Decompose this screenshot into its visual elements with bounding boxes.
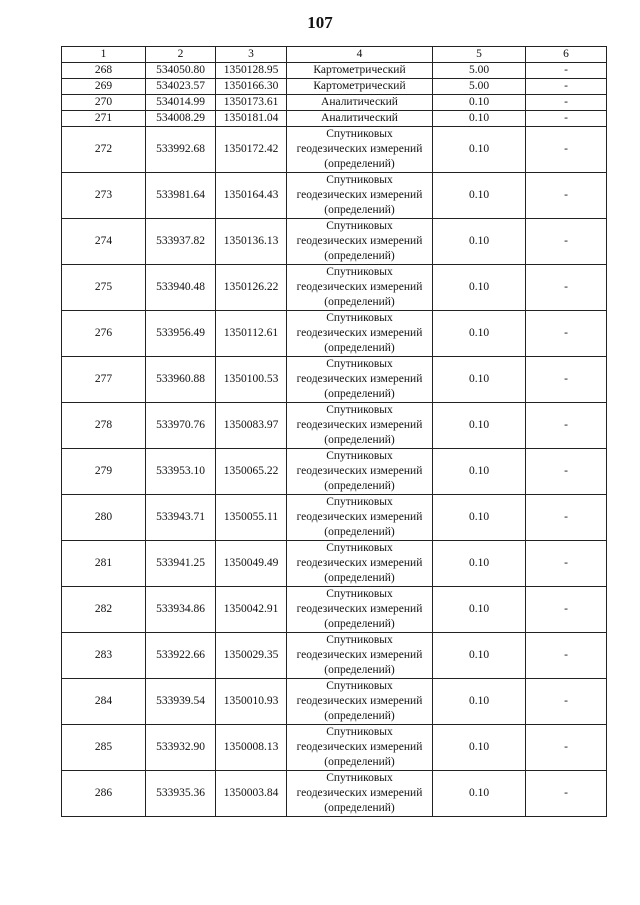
column-header: 4 xyxy=(287,47,433,63)
y-coordinate-cell: 1350003.84 xyxy=(216,771,287,817)
method-line: (определений) xyxy=(324,526,395,538)
point-number-cell: 270 xyxy=(62,95,146,111)
y-coordinate-cell: 1350172.42 xyxy=(216,127,287,173)
x-coordinate-cell: 533935.36 xyxy=(146,771,216,817)
method-line: геодезических измерений xyxy=(296,649,423,661)
x-coordinate-cell: 534023.57 xyxy=(146,79,216,95)
table-row xyxy=(62,679,607,725)
method-line: Спутниковых xyxy=(326,542,393,554)
note-cell: - xyxy=(526,403,607,449)
method-line: Спутниковых xyxy=(326,726,393,738)
method-cell xyxy=(287,173,433,219)
x-coordinate-cell: 533992.68 xyxy=(146,127,216,173)
accuracy-cell: 0.10 xyxy=(433,265,526,311)
table-row xyxy=(62,311,607,357)
note-cell: - xyxy=(526,449,607,495)
method-line: Картометрический xyxy=(313,64,406,76)
x-coordinate-cell: 533981.64 xyxy=(146,173,216,219)
x-coordinate-cell: 534008.29 xyxy=(146,111,216,127)
x-coordinate-cell: 534014.99 xyxy=(146,95,216,111)
x-coordinate-cell: 533941.25 xyxy=(146,541,216,587)
column-header: 3 xyxy=(216,47,287,63)
accuracy-cell: 0.10 xyxy=(433,771,526,817)
note-cell: - xyxy=(526,95,607,111)
method-line: геодезических измерений xyxy=(296,741,423,753)
method-cell xyxy=(287,403,433,449)
method-line: (определений) xyxy=(324,480,395,492)
method-line: Спутниковых xyxy=(326,772,393,784)
accuracy-cell: 0.10 xyxy=(433,587,526,633)
method-line: Спутниковых xyxy=(326,220,393,232)
accuracy-cell: 0.10 xyxy=(433,725,526,771)
x-coordinate-cell: 533953.10 xyxy=(146,449,216,495)
table-row xyxy=(62,127,607,173)
method-line: Спутниковых xyxy=(326,404,393,416)
accuracy-cell: 0.10 xyxy=(433,111,526,127)
method-cell xyxy=(287,495,433,541)
method-line: Спутниковых xyxy=(326,634,393,646)
table-row xyxy=(62,95,607,111)
note-cell: - xyxy=(526,127,607,173)
accuracy-cell: 0.10 xyxy=(433,495,526,541)
point-number-cell: 283 xyxy=(62,633,146,679)
method-line: Аналитический xyxy=(321,96,398,108)
point-number-cell: 286 xyxy=(62,771,146,817)
x-coordinate-cell: 533932.90 xyxy=(146,725,216,771)
method-cell xyxy=(287,219,433,265)
column-header: 2 xyxy=(146,47,216,63)
point-number-cell: 285 xyxy=(62,725,146,771)
method-line: Спутниковых xyxy=(326,312,393,324)
y-coordinate-cell: 1350181.04 xyxy=(216,111,287,127)
table-row xyxy=(62,725,607,771)
method-cell xyxy=(287,541,433,587)
table-row xyxy=(62,173,607,219)
table-row xyxy=(62,357,607,403)
column-header: 5 xyxy=(433,47,526,63)
note-cell: - xyxy=(526,79,607,95)
method-cell xyxy=(287,79,433,95)
accuracy-cell: 0.10 xyxy=(433,127,526,173)
point-number-cell: 275 xyxy=(62,265,146,311)
method-line: (определений) xyxy=(324,204,395,216)
method-line: (определений) xyxy=(324,296,395,308)
method-line: геодезических измерений xyxy=(296,419,423,431)
table-row xyxy=(62,541,607,587)
x-coordinate-cell: 533960.88 xyxy=(146,357,216,403)
note-cell: - xyxy=(526,771,607,817)
accuracy-cell: 0.10 xyxy=(433,95,526,111)
method-cell xyxy=(287,63,433,79)
method-line: (определений) xyxy=(324,434,395,446)
y-coordinate-cell: 1350083.97 xyxy=(216,403,287,449)
y-coordinate-cell: 1350112.61 xyxy=(216,311,287,357)
point-number-cell: 280 xyxy=(62,495,146,541)
accuracy-cell: 0.10 xyxy=(433,173,526,219)
method-line: геодезических измерений xyxy=(296,281,423,293)
method-line: (определений) xyxy=(324,250,395,262)
point-number-cell: 278 xyxy=(62,403,146,449)
accuracy-cell: 0.10 xyxy=(433,679,526,725)
y-coordinate-cell: 1350065.22 xyxy=(216,449,287,495)
method-line: Спутниковых xyxy=(326,128,393,140)
method-cell xyxy=(287,449,433,495)
point-number-cell: 271 xyxy=(62,111,146,127)
accuracy-cell: 0.10 xyxy=(433,219,526,265)
y-coordinate-cell: 1350100.53 xyxy=(216,357,287,403)
method-cell xyxy=(287,311,433,357)
method-line: (определений) xyxy=(324,572,395,584)
point-number-cell: 284 xyxy=(62,679,146,725)
y-coordinate-cell: 1350010.93 xyxy=(216,679,287,725)
method-line: геодезических измерений xyxy=(296,143,423,155)
note-cell: - xyxy=(526,311,607,357)
x-coordinate-cell: 533943.71 xyxy=(146,495,216,541)
point-number-cell: 282 xyxy=(62,587,146,633)
method-cell xyxy=(287,771,433,817)
table-body xyxy=(62,63,607,817)
method-cell xyxy=(287,127,433,173)
method-line: (определений) xyxy=(324,664,395,676)
method-line: (определений) xyxy=(324,756,395,768)
note-cell: - xyxy=(526,725,607,771)
y-coordinate-cell: 1350126.22 xyxy=(216,265,287,311)
x-coordinate-cell: 533940.48 xyxy=(146,265,216,311)
point-number-cell: 269 xyxy=(62,79,146,95)
method-cell xyxy=(287,265,433,311)
table-row xyxy=(62,219,607,265)
method-line: Картометрический xyxy=(313,80,406,92)
accuracy-cell: 0.10 xyxy=(433,541,526,587)
table-row xyxy=(62,265,607,311)
method-line: Аналитический xyxy=(321,112,398,124)
method-line: геодезических измерений xyxy=(296,603,423,615)
method-line: Спутниковых xyxy=(326,496,393,508)
page-number: 107 xyxy=(307,13,333,32)
note-cell: - xyxy=(526,111,607,127)
method-line: геодезических измерений xyxy=(296,465,423,477)
method-cell xyxy=(287,95,433,111)
y-coordinate-cell: 1350128.95 xyxy=(216,63,287,79)
method-cell xyxy=(287,633,433,679)
method-line: (определений) xyxy=(324,802,395,814)
note-cell: - xyxy=(526,633,607,679)
y-coordinate-cell: 1350042.91 xyxy=(216,587,287,633)
note-cell: - xyxy=(526,219,607,265)
point-number-cell: 281 xyxy=(62,541,146,587)
method-line: Спутниковых xyxy=(326,174,393,186)
x-coordinate-cell: 533937.82 xyxy=(146,219,216,265)
point-number-cell: 268 xyxy=(62,63,146,79)
method-line: Спутниковых xyxy=(326,266,393,278)
x-coordinate-cell: 533934.86 xyxy=(146,587,216,633)
table-row xyxy=(62,633,607,679)
point-number-cell: 279 xyxy=(62,449,146,495)
table-row xyxy=(62,79,607,95)
y-coordinate-cell: 1350055.11 xyxy=(216,495,287,541)
method-cell xyxy=(287,111,433,127)
method-line: геодезических измерений xyxy=(296,557,423,569)
method-line: геодезических измерений xyxy=(296,373,423,385)
column-header: 1 xyxy=(62,47,146,63)
note-cell: - xyxy=(526,679,607,725)
method-line: геодезических измерений xyxy=(296,787,423,799)
point-number-cell: 274 xyxy=(62,219,146,265)
method-line: Спутниковых xyxy=(326,680,393,692)
table-row xyxy=(62,63,607,79)
point-number-cell: 276 xyxy=(62,311,146,357)
method-cell xyxy=(287,587,433,633)
x-coordinate-cell: 533970.76 xyxy=(146,403,216,449)
column-header: 6 xyxy=(526,47,607,63)
table-row xyxy=(62,587,607,633)
accuracy-cell: 5.00 xyxy=(433,63,526,79)
accuracy-cell: 0.10 xyxy=(433,357,526,403)
method-line: геодезических измерений xyxy=(296,511,423,523)
accuracy-cell: 0.10 xyxy=(433,403,526,449)
note-cell: - xyxy=(526,587,607,633)
accuracy-cell: 0.10 xyxy=(433,449,526,495)
x-coordinate-cell: 534050.80 xyxy=(146,63,216,79)
note-cell: - xyxy=(526,541,607,587)
x-coordinate-cell: 533956.49 xyxy=(146,311,216,357)
method-line: (определений) xyxy=(324,388,395,400)
note-cell: - xyxy=(526,173,607,219)
method-line: геодезических измерений xyxy=(296,327,423,339)
note-cell: - xyxy=(526,357,607,403)
method-cell xyxy=(287,357,433,403)
method-line: Спутниковых xyxy=(326,450,393,462)
x-coordinate-cell: 533939.54 xyxy=(146,679,216,725)
point-number-cell: 273 xyxy=(62,173,146,219)
method-line: геодезических измерений xyxy=(296,189,423,201)
method-line: Спутниковых xyxy=(326,358,393,370)
method-line: (определений) xyxy=(324,618,395,630)
table-header-row xyxy=(62,47,607,63)
accuracy-cell: 5.00 xyxy=(433,79,526,95)
coordinates-table xyxy=(61,46,607,817)
table-row xyxy=(62,771,607,817)
table-row xyxy=(62,403,607,449)
accuracy-cell: 0.10 xyxy=(433,311,526,357)
note-cell: - xyxy=(526,265,607,311)
y-coordinate-cell: 1350136.13 xyxy=(216,219,287,265)
method-line: (определений) xyxy=(324,158,395,170)
y-coordinate-cell: 1350173.61 xyxy=(216,95,287,111)
x-coordinate-cell: 533922.66 xyxy=(146,633,216,679)
table-row xyxy=(62,449,607,495)
note-cell: - xyxy=(526,495,607,541)
note-cell: - xyxy=(526,63,607,79)
method-line: Спутниковых xyxy=(326,588,393,600)
method-line: геодезических измерений xyxy=(296,235,423,247)
method-line: (определений) xyxy=(324,342,395,354)
method-cell xyxy=(287,725,433,771)
y-coordinate-cell: 1350008.13 xyxy=(216,725,287,771)
point-number-cell: 277 xyxy=(62,357,146,403)
y-coordinate-cell: 1350029.35 xyxy=(216,633,287,679)
method-line: геодезических измерений xyxy=(296,695,423,707)
y-coordinate-cell: 1350049.49 xyxy=(216,541,287,587)
y-coordinate-cell: 1350164.43 xyxy=(216,173,287,219)
method-line: (определений) xyxy=(324,710,395,722)
method-cell xyxy=(287,679,433,725)
table-row xyxy=(62,111,607,127)
point-number-cell: 272 xyxy=(62,127,146,173)
y-coordinate-cell: 1350166.30 xyxy=(216,79,287,95)
accuracy-cell: 0.10 xyxy=(433,633,526,679)
table-row xyxy=(62,495,607,541)
